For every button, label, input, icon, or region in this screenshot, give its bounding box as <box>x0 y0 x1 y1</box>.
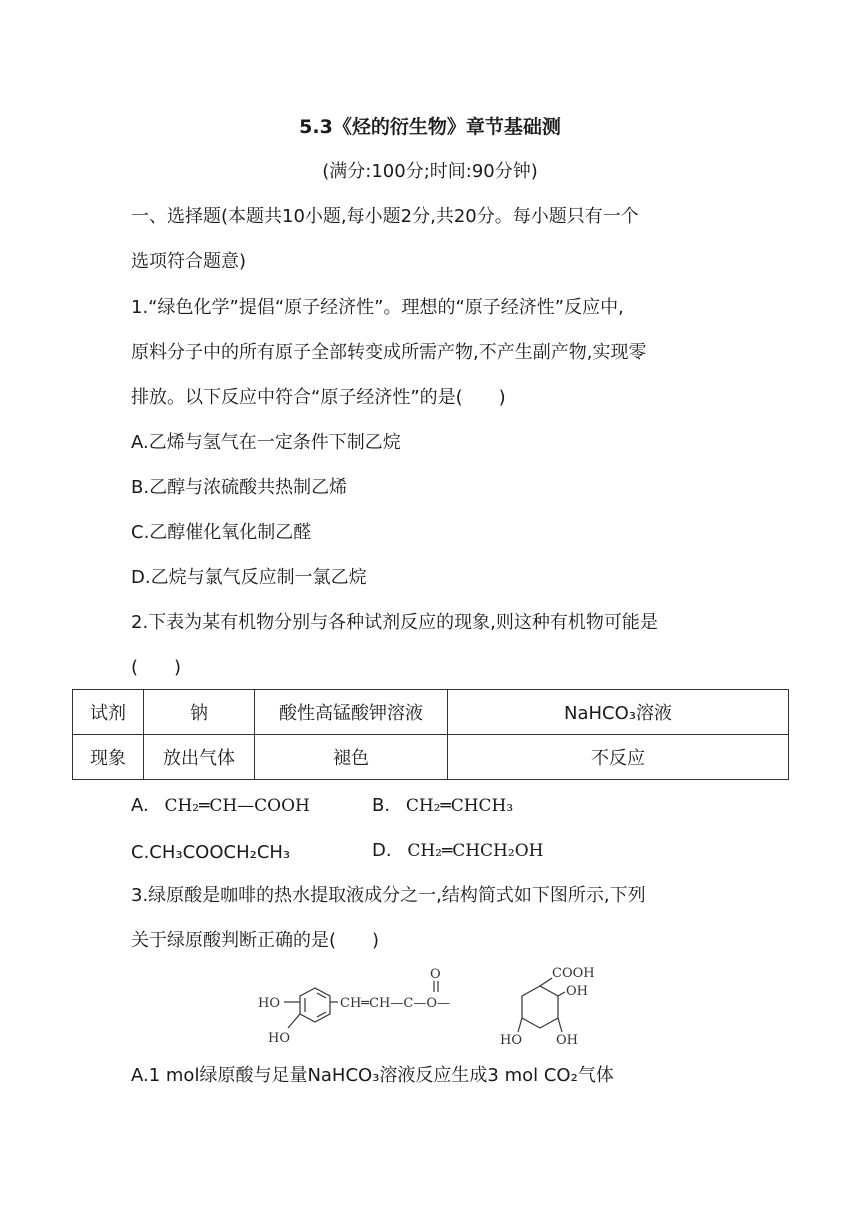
table-cell: 放出气体 <box>144 735 255 780</box>
chlorogenic-acid-structure <box>250 962 620 1052</box>
carboxyl-label: COOH <box>552 966 595 981</box>
q1-stem-line1: 1.“绿色化学”提倡“原子经济性”。理想的“原子经济性”反应中, <box>131 297 624 318</box>
hydroxyl-label: OH <box>556 1033 578 1048</box>
q2-option-b <box>372 794 513 818</box>
formula-acrylic-acid: CH₂═CH—COOH <box>164 796 310 816</box>
hydroxyl-label: HO <box>268 1031 290 1046</box>
ester-chain-label: CH═CH—C—O— <box>340 996 450 1011</box>
q1-option-a: A.乙烯与氢气在一定条件下制乙烷 <box>131 432 401 453</box>
q3-stem-line1: 3.绿原酸是咖啡的热水提取液成分之一,结构简式如下图所示,下列 <box>131 885 646 906</box>
q1-stem-line3: 排放。以下反应中符合“原子经济性”的是( ) <box>131 387 506 408</box>
q2-option-c: C.CH₃COOCH₂CH₃ <box>131 842 291 863</box>
q2-option-a <box>131 794 310 818</box>
q2-stem-line2: ( ) <box>131 657 182 678</box>
q1-stem-line2: 原料分子中的所有原子全部转变成所需产物,不产生副产物,实现零 <box>131 342 647 363</box>
table-row <box>73 690 789 735</box>
formula-propene: CH₂═CHCH₃ <box>405 796 514 816</box>
q3-stem-line2: 关于绿原酸判断正确的是( ) <box>131 930 380 951</box>
q1-option-d: D.乙烷与氯气反应制一氯乙烷 <box>131 567 367 588</box>
option-label: B. <box>372 795 391 816</box>
hydroxyl-label: HO <box>258 996 280 1011</box>
q3-option-a: A.1 mol绿原酸与足量NaHCO₃溶液反应生成3 mol CO₂气体 <box>131 1065 614 1086</box>
option-label: A. <box>131 795 149 816</box>
option-label: D. <box>372 840 392 861</box>
section-heading-line1: 一、选择题(本题共10小题,每小题2分,共20分。每小题只有一个 <box>131 206 639 227</box>
q1-option-b: B.乙醇与浓硫酸共热制乙烯 <box>131 477 348 498</box>
q2-stem-line1: 2.下表为某有机物分别与各种试剂反应的现象,则这种有机物可能是 <box>131 612 658 633</box>
cyclohexane-ring <box>522 986 558 1028</box>
hydroxyl-label: HO <box>500 1033 522 1048</box>
exam-info: (满分:100分;时间:90分钟) <box>322 161 538 182</box>
q2-option-d <box>372 839 543 863</box>
table-cell: NaHCO₃溶液 <box>448 690 789 735</box>
hydroxyl-label: OH <box>566 984 588 999</box>
reagent-observation-table <box>72 689 789 780</box>
table-row <box>73 735 789 780</box>
carbonyl-oxygen-label: O <box>430 967 441 982</box>
q1-option-c: C.乙醇催化氧化制乙醛 <box>131 522 312 543</box>
section-heading-line2: 选项符合题意) <box>131 251 247 272</box>
table-cell: 现象 <box>73 735 144 780</box>
table-cell: 不反应 <box>448 735 789 780</box>
table-cell: 酸性高锰酸钾溶液 <box>255 690 448 735</box>
table-cell: 褪色 <box>255 735 448 780</box>
table-cell: 钠 <box>144 690 255 735</box>
table-cell: 试剂 <box>73 690 144 735</box>
formula-allyl-alcohol: CH₂═CHCH₂OH <box>407 841 544 861</box>
page-title: 5.3《烃的衍生物》章节基础测 <box>299 116 561 138</box>
